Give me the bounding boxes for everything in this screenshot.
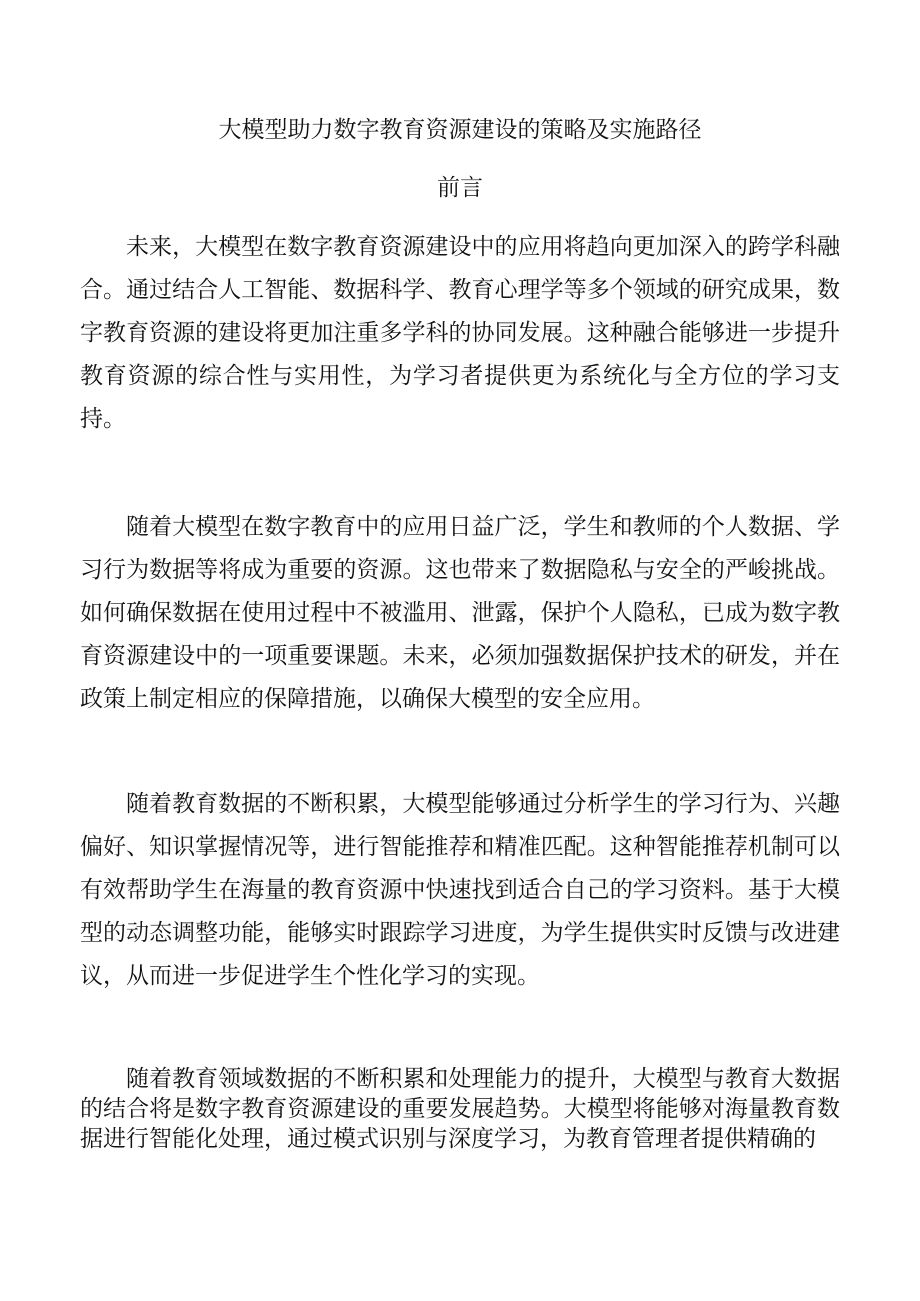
document-title: 大模型助力数字教育资源建设的策略及实施路径 (218, 117, 702, 143)
body-paragraph: 未来，大模型在数字教育资源建设中的应用将趋向更加深入的跨学科融合。通过结合人工智能、数据科学、教育心理学等多个领域的研究成果，数字教育资源的建设将更加注重多学科的协同发展。这种融合能够进一步提升教育资源的综合性与实用性，为学习者提供更为系统化与全方位的学习支持。 (80, 234, 840, 432)
body-paragraph: 随着大模型在数字教育中的应用日益广泛，学生和教师的个人数据、学习行为数据等将成为重要的资源。这也带来了数据隐私与安全的严峻挑战。如何确保数据在使用过程中不被滥用、泄露，保护个人隐私，已成为数字教育资源建设中的一项重要课题。未来，必须加强数据保护技术的研发，并在政策上制定相应的保障措施，以确保大模型的安全应用。 (80, 514, 840, 712)
body-paragraph: 随着教育领域数据的不断积累和处理能力的提升，大模型与教育大数据的结合将是数字教育资源建设的重要发展趋势。大模型将能够对海量教育数据进行智能化处理，通过模式识别与深度学习，为教育管理者提供精确的 (80, 1066, 840, 1152)
body-paragraph: 随着教育数据的不断积累，大模型能够通过分析学生的学习行为、兴趣偏好、知识掌握情况等，进行智能推荐和精准匹配。这种智能推荐机制可以有效帮助学生在海量的教育资源中快速找到适合自己的学习资料。基于大模型的动态调整功能，能够实时跟踪学习进度，为学生提供实时反馈与改进建议，从而进一步促进学生个性化学习的实现。 (80, 791, 840, 989)
section-heading: 前言 (437, 175, 483, 201)
